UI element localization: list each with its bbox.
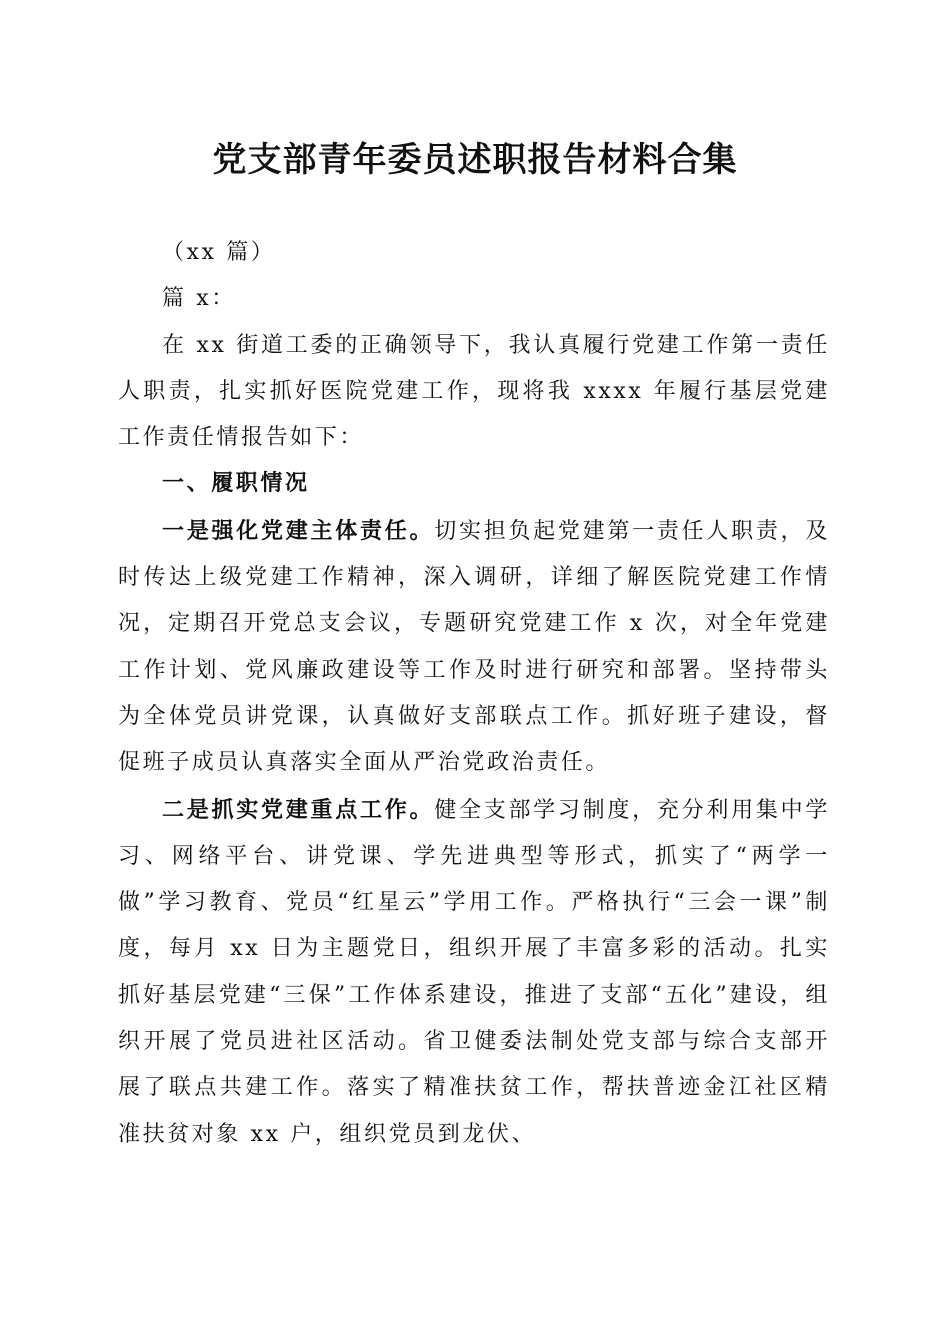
part-label: 篇 x： bbox=[162, 286, 236, 312]
paragraph-1-lead: 一是强化党建主体责任。 bbox=[162, 517, 435, 544]
page-title: 党支部青年委员述职报告材料合集 bbox=[212, 140, 738, 180]
paragraph-2-lead: 二是抓实党建重点工作。 bbox=[162, 796, 435, 823]
paragraph-2 bbox=[118, 787, 830, 1158]
count-note: （xx 篇） bbox=[162, 240, 276, 265]
paragraph-1-text: 切实担负起党建第一责任人职责，及时传达上级党建工作精神，深入调研，详细了解医院党建工作情况，定期召开党总支会议，专题研究党建工作 x 次，对全年党建工作计划、党风廉政建设等工作及时进行研究和部署。坚持带头为全体党员讲党课，认真做好支部联点工作。抓好班子建设，督促班子成员认真落实全面从严治党政治责任。 bbox=[118, 518, 830, 776]
paragraph-1 bbox=[118, 508, 830, 787]
document-body bbox=[118, 230, 830, 1158]
intro-paragraph: 在 xx 街道工委的正确领导下，我认真履行党建工作第一责任人职责，扎实抓好医院党建工作，现将我 xxxx 年履行基层党建工作责任情报告如下： bbox=[118, 332, 830, 451]
paragraph-2-text: 健全支部学习制度，充分利用集中学习、网络平台、讲党课、学先进典型等形式，抓实了“两学一做”学习教育、党员“红星云”学用工作。严格执行“三会一课”制度，每月 xx 日为主题党日，组织开展了丰富多彩的活动。扎实抓好基层党建“三保”工作体系建设，推进了支部“五化”建设，组织开展了党员进社区活动。省卫健委法制处党支部与综合支部开展了联点共建工作。落实了精准扶贫工作，帮扶普迹金江社区精准扶贫对象 xx 户，组织党员到龙伏、 bbox=[118, 797, 830, 1147]
section-heading: 一、履职情况 bbox=[162, 471, 310, 497]
